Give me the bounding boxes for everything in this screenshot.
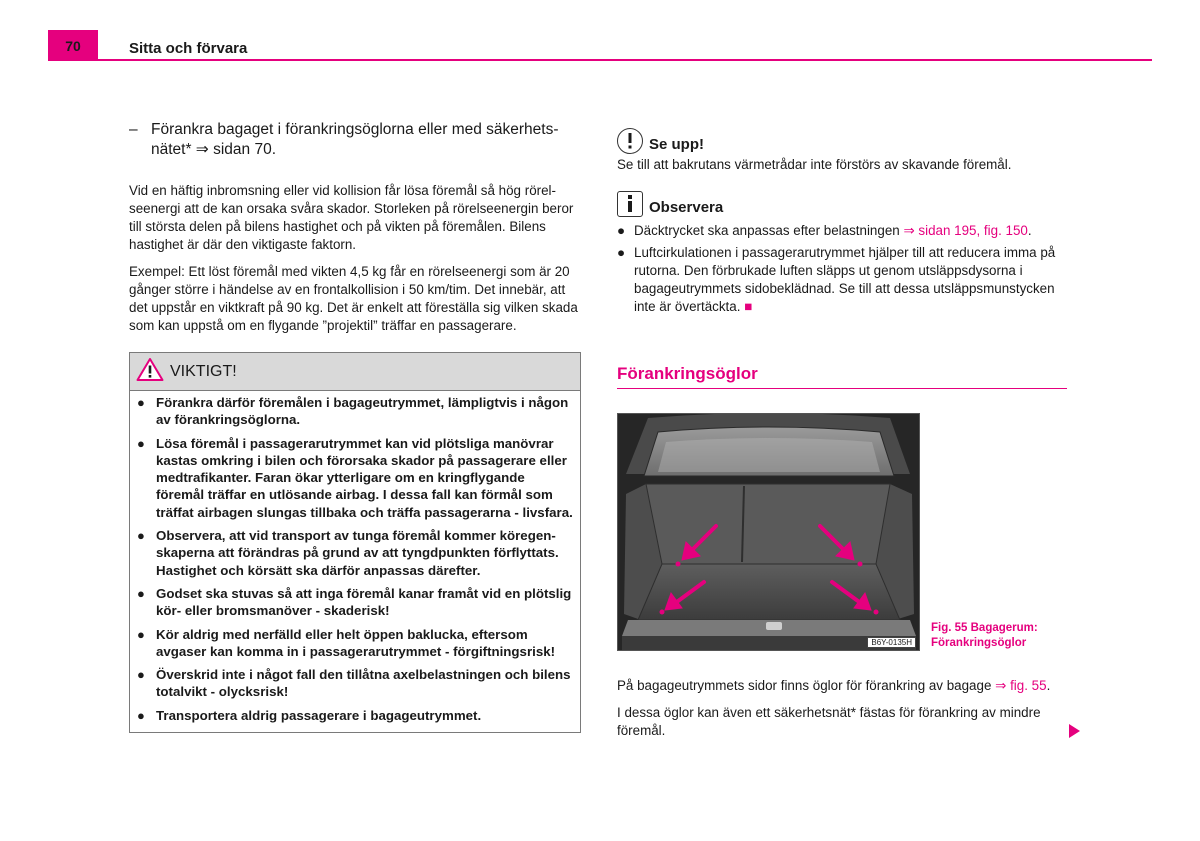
info-note-icon [617, 191, 643, 217]
anchoring-text [617, 677, 1067, 749]
next-page-arrow-icon[interactable] [1069, 724, 1080, 738]
caution-exclamation-icon [617, 128, 643, 154]
paragraph-example: Exempel: Ett löst föremål med vikten 4,5 kg får en rörelseenergi som är 20 gånger större i händelse av en frontalkollision i 50 km/tim. Det innebär, att det uppstår en viktkraft på 90 kg. Det är enkelt att föreställa sig vilken skada som kan uppstå om en flygande ”projektil” träffar en passagerare. [129, 264, 578, 333]
note-list [617, 222, 1067, 316]
left-column [129, 120, 581, 733]
caution-title: Se upp! [649, 136, 704, 153]
warning-item: ● Observera, att vid transport av tunga föremål kommer köregen-skaperna att förändras på grund av att tyngdpunkten förflyttats. Hastighet och körsätt ska därför anpassas därefter. [137, 528, 559, 578]
instruction-line-1: Förankra bagaget i förankringsöglorna eller med säkerhets- [151, 121, 559, 138]
note-item: ● Luftcirkulationen i passagerarutrymmet hjälper till att reducera imma på rutorna. Den förbrukade luften släpps ut genom utsläppsdysorna i bagageutrymmets sidobeklädnad. Se till att dessa utsläppsmunstycken inte är övertäckta. ■ [617, 245, 1056, 314]
dash-marker: – [129, 121, 138, 138]
warning-header [130, 353, 580, 391]
section-rule [617, 388, 1067, 389]
warning-box [129, 352, 581, 733]
note-header [617, 187, 1067, 217]
instruction-line-2: nätet* ⇒ sidan 70. [151, 141, 277, 158]
caution-text: Se till att bakrutans värmetrådar inte förstörs av skavande föremål. [617, 157, 1012, 172]
warning-triangle-icon [136, 357, 164, 387]
section-title: Förankringsöglor [617, 364, 758, 383]
figure-code: B6Y-0135H [867, 637, 916, 648]
warning-item: ● Överskrid inte i något fall den tillåtna axelbelastningen och bilens totalvikt - olycksrisk! [137, 667, 571, 700]
warning-item: ● Lösa föremål i passagerarutrymmet kan vid plötsliga manövrar kastas omkring i bilen och förorsaka skador på passagerare eller medtrafikanter. Faran ökar ytterligare om en kringflygande föremål träffar en utlösande airbag. I dessa fall kan förmål som träffat airbagen slungas tillbaka och träffa passagerarna - livsfara. [137, 435, 573, 520]
header-rule [48, 59, 1152, 61]
note-item: ● Däcktrycket ska anpassas efter belastningen ⇒ sidan 195, fig. 150. [617, 223, 1032, 238]
page-number: 70 [48, 30, 98, 60]
figure-luggage-compartment [617, 413, 920, 651]
warning-item: ● Godset ska stuvas så att inga föremål kanar framåt vid en plötslig kör- eller bromsmanöver - skaderisk! [137, 585, 572, 619]
warning-title: VIKTIGT! [170, 362, 237, 380]
page-reference-link[interactable]: ⇒ sidan 195, fig. 150 [903, 223, 1028, 238]
chapter-title: Sitta och förvara [129, 40, 248, 57]
paragraph-kinetic-energy: Vid en häftig inbromsning eller vid kollision får lösa föremål så hög rörel-seenergi att de kan orsaka svåra skador. Storleken på rörelseenergin beror till största delen på bilens hastighet och på vikten på föremålen. Bilens hastighet är där den viktigaste faktorn. [129, 183, 574, 252]
end-of-section-marker: ■ [744, 299, 753, 314]
caution-header [617, 124, 1067, 154]
paragraph-safety-net: I dessa öglor kan även ett säkerhetsnät* fästas för förankring av mindre föremål. [617, 705, 1041, 738]
note-title: Observera [649, 199, 724, 216]
warning-item: ● Kör aldrig med nerfälld eller helt öppen baklucka, eftersom avgaser kan komma in i passagerarutrymmet - förgiftningsrisk! [137, 626, 556, 659]
instruction-item [129, 120, 581, 160]
luggage-compartment-illustration [618, 414, 919, 650]
section-heading [617, 364, 1067, 389]
warning-item: ● Förankra därför föremålen i bagageutrymmet, lämpligtvis i någon av förankringsöglorna. [137, 395, 569, 428]
right-column [617, 124, 1067, 389]
warning-list [130, 391, 580, 732]
figure-reference-link[interactable]: ⇒ fig. 55 [995, 678, 1047, 693]
figure-caption: Fig. 55 Bagagerum: Förankringsöglor [931, 622, 1038, 649]
warning-item: ● Transportera aldrig passagerare i bagageutrymmet. [137, 707, 482, 723]
paragraph-anchoring-eyelets: På bagageutrymmets sidor finns öglor för förankring av bagage ⇒ fig. 55. [617, 678, 1051, 693]
